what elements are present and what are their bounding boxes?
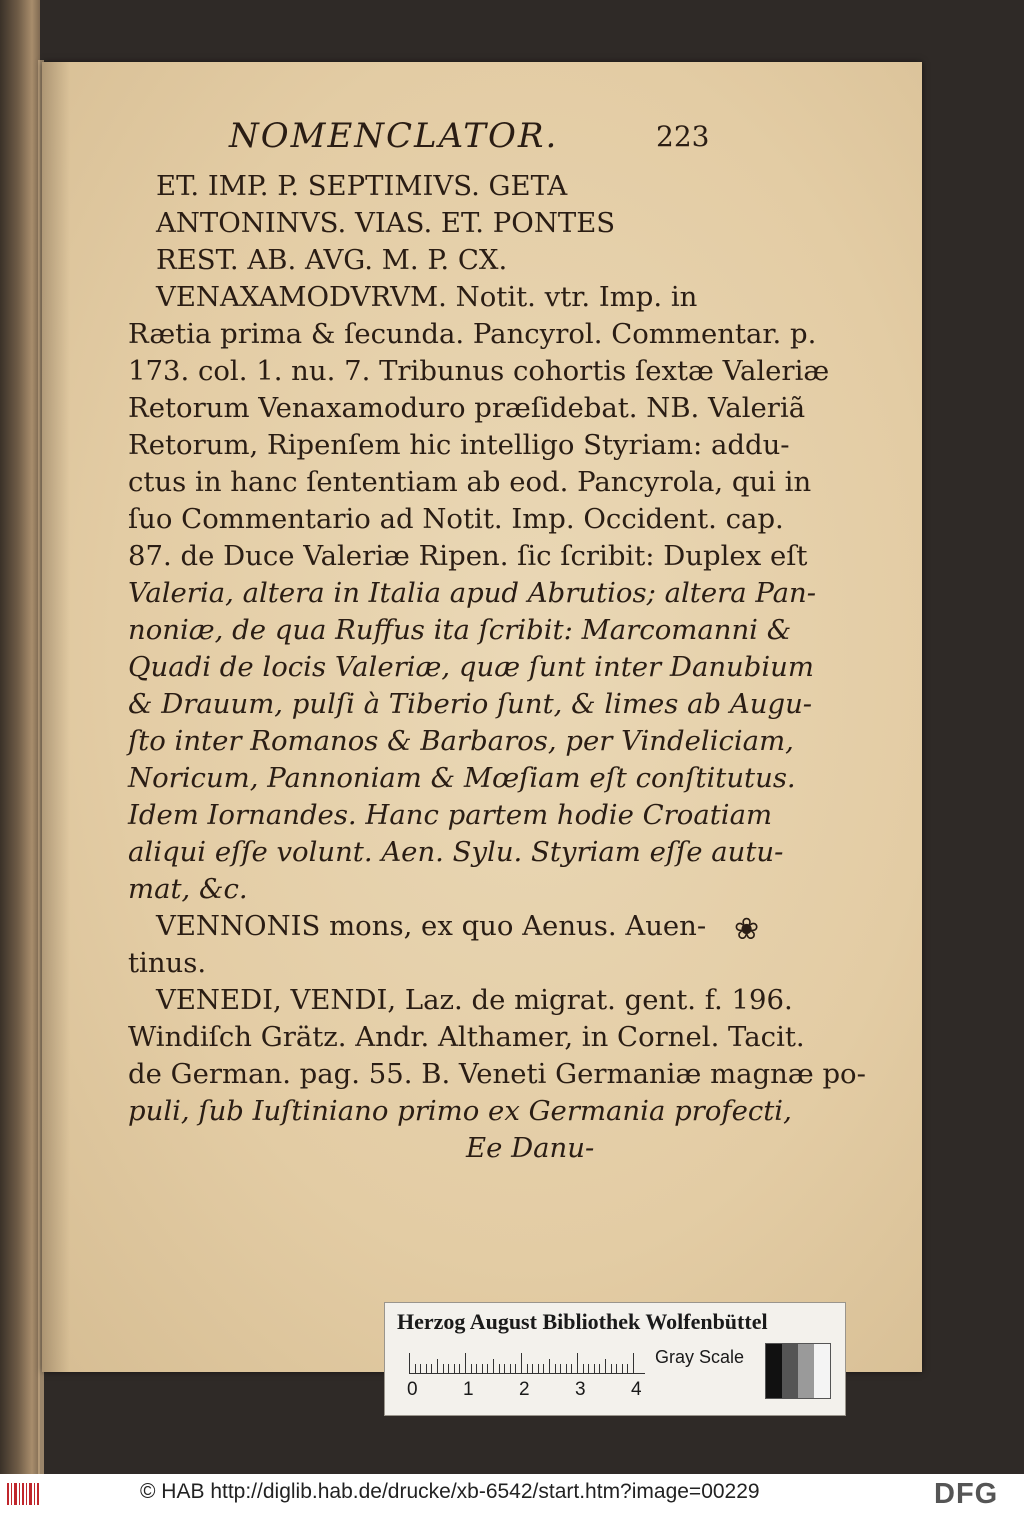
- text-line: ET. IMP. P. SEPTIMIVS. GETA: [156, 170, 568, 202]
- ruler-tick: [499, 1364, 500, 1373]
- text-line: VENAXAMODVRVM. Notit. vtr. Imp. in: [156, 281, 698, 313]
- gray-patch-white: [814, 1344, 830, 1398]
- footer-bar: [0, 1474, 1024, 1514]
- ruler-tick: [588, 1364, 589, 1373]
- text-line: aliqui eſſe volunt. Aen. Sylu. Styriam eſſe autu-: [128, 836, 784, 868]
- ruler-number: 1: [463, 1379, 474, 1400]
- text-line: VENEDI, VENDI, Laz. de migrat. gent. f. 196.: [156, 984, 793, 1016]
- text-line: Quadi de locis Valeriæ, quæ ſunt inter Danubium: [128, 651, 814, 683]
- text-line: mat, &c.: [128, 873, 248, 905]
- ruler-tick: [459, 1364, 460, 1373]
- ruler-tick: [504, 1364, 505, 1373]
- ruler-tick: [633, 1353, 634, 1373]
- text-line: 87. de Duce Valeriæ Ripen. ſic ſcribit: Duplex eſt: [128, 540, 808, 572]
- fleuron-icon: ❀: [734, 912, 760, 947]
- ruler-tick: [426, 1364, 427, 1373]
- ruler-number: 0: [407, 1379, 418, 1400]
- ruler-tick: [443, 1364, 444, 1373]
- gray-patch-dark: [782, 1344, 798, 1398]
- ruler-tick: [487, 1364, 488, 1373]
- ruler-tick: [577, 1353, 578, 1373]
- text-line: Windiſch Grätz. Andr. Althamer, in Cornel. Tacit.: [128, 1021, 805, 1053]
- ruler-tick: [594, 1364, 595, 1373]
- grayscale-label: Gray Scale: [655, 1347, 745, 1367]
- text-line: & Drauum, pulſi à Tiberio ſunt, & limes ab Augu-: [128, 688, 813, 720]
- page-text: [128, 168, 866, 1167]
- ruler-number: 4: [631, 1379, 642, 1400]
- text-line: Noricum, Pannoniam & Mœſiam eſt conſtitutus.: [128, 762, 796, 794]
- running-head: [229, 116, 729, 156]
- ruler-tick: [611, 1364, 612, 1373]
- barcode-icon: [6, 1480, 40, 1508]
- ruler-tick: [532, 1364, 533, 1373]
- gray-patch-mid: [798, 1344, 814, 1398]
- ruler-tick: [560, 1364, 561, 1373]
- ruler-tick: [627, 1364, 628, 1373]
- ruler-tick: [583, 1364, 584, 1373]
- text-line: de German. pag. 55. B. Veneti Germaniæ magnæ po-: [128, 1058, 866, 1090]
- ruler-number: 2: [519, 1379, 530, 1400]
- ruler-tick: [599, 1364, 600, 1373]
- ruler-tick: [616, 1364, 617, 1373]
- color-calibration-card: [384, 1302, 846, 1416]
- text-line: Valeria, altera in Italia apud Abrutios; altera Pan-: [128, 577, 817, 609]
- text-line: noniæ, de qua Ruffus ita ſcribit: Marcomanni &: [128, 614, 792, 646]
- grayscale-patches: [765, 1343, 831, 1399]
- ruler-tick: [527, 1364, 528, 1373]
- scale-ruler: [409, 1351, 645, 1374]
- ruler-tick: [493, 1359, 494, 1373]
- ruler-tick: [482, 1364, 483, 1373]
- card-title: Herzog August Bibliothek Wolfenbüttel: [397, 1309, 768, 1334]
- ruler-tick: [555, 1364, 556, 1373]
- text-line: 173. col. 1. nu. 7. Tribunus cohortis ſextæ Valeriæ: [128, 355, 830, 387]
- page-number: 223: [656, 120, 710, 153]
- text-line: ſto inter Romanos & Barbaros, per Vindeliciam,: [128, 725, 794, 757]
- ruler-tick: [543, 1364, 544, 1373]
- ruler-number: 3: [575, 1379, 586, 1400]
- ruler-tick: [538, 1364, 539, 1373]
- gray-patch-black: [766, 1344, 782, 1398]
- text-line: ctus in hanc ſententiam ab eod. Pancyrola, qui in: [128, 466, 812, 498]
- ruler-tick: [549, 1359, 550, 1373]
- text-line: ANTONINVS. VIAS. ET. PONTES: [156, 207, 616, 239]
- text-line: REST. AB. AVG. M. P. CX.: [156, 244, 508, 276]
- text-line: tinus.: [128, 947, 207, 979]
- page-binding-shadow: [42, 62, 70, 1372]
- ruler-tick: [476, 1364, 477, 1373]
- ruler-tick: [622, 1364, 623, 1373]
- catchword-line: Ee Danu-: [466, 1132, 595, 1164]
- text-line: Retorum Venaxamoduro præſidebat. NB. Valeriã: [128, 392, 806, 424]
- text-line: puli, ſub Iuſtiniano primo ex Germania profecti,: [128, 1095, 792, 1127]
- previous-page-edge: [0, 0, 40, 1474]
- ruler-tick: [515, 1364, 516, 1373]
- ruler-tick: [521, 1353, 522, 1373]
- ruler-tick: [605, 1359, 606, 1373]
- ruler-tick: [471, 1364, 472, 1373]
- ruler-tick: [448, 1364, 449, 1373]
- ruler-tick: [409, 1353, 410, 1373]
- text-line: ſuo Commentario ad Notit. Imp. Occident. cap.: [128, 503, 784, 535]
- ruler-tick: [465, 1353, 466, 1373]
- ruler-tick: [571, 1364, 572, 1373]
- ruler-numbers: [399, 1379, 659, 1403]
- copyright-link[interactable]: © HAB http://diglib.hab.de/drucke/xb-6542/start.htm?image=00229: [140, 1480, 760, 1503]
- text-line: Retorum, Ripenſem hic intelligo Styriam: addu-: [128, 429, 790, 461]
- ruler-tick: [420, 1364, 421, 1373]
- text-line: VENNONIS mons, ex quo Aenus. Auen-: [156, 910, 707, 942]
- dfg-logo: DFG: [934, 1478, 999, 1510]
- ruler-tick: [510, 1364, 511, 1373]
- text-line: Rætia prima & ſecunda. Pancyrol. Commentar. p.: [128, 318, 817, 350]
- page-title: NOMENCLATOR.: [229, 116, 559, 156]
- text-line: Idem Iornandes. Hanc partem hodie Croatiam: [128, 799, 773, 831]
- ruler-tick: [566, 1364, 567, 1373]
- ruler-tick: [415, 1364, 416, 1373]
- ruler-tick: [454, 1364, 455, 1373]
- ruler-tick: [437, 1359, 438, 1373]
- ruler-tick: [431, 1364, 432, 1373]
